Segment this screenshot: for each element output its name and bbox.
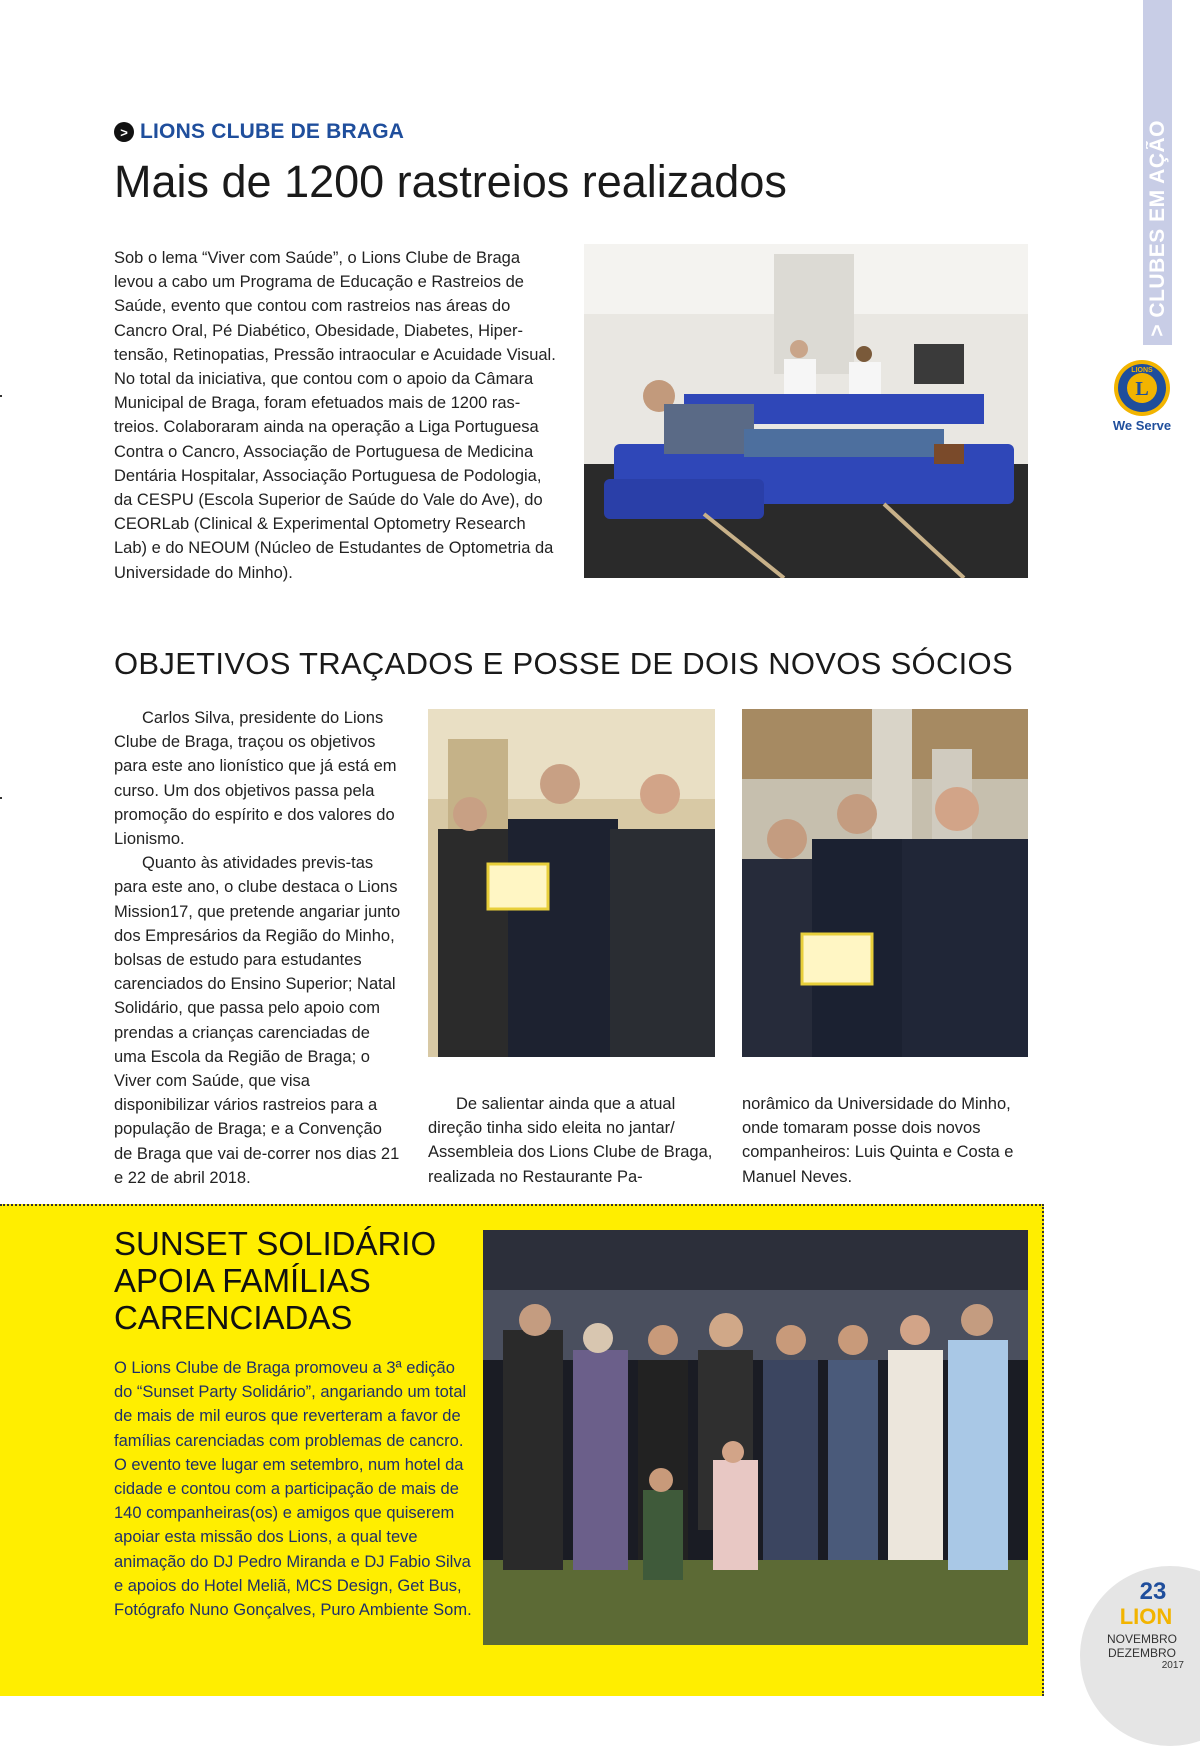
issue-month-2: DEZEMBRO [1107, 1646, 1176, 1660]
paragraph: O Lions Clube de Braga promoveu a 3ª edição do “Sunset Party Solidário”, angariando um total de mais de mil euros que reverteram a favor de famílias carenciadas com problemas de cancro. O evento teve lugar em setembro, num hotel da cidade e contou com a participação de mais de 140 companheiras(os) e amigos que quiserem apoiar esta missão dos Lions, a qual teve animação do DJ Pedro Miranda e DJ Fabio Silva e apoios do Hotel Meliã, MCS Design, Get Bus, Fotógrafo Nuno Gonçalves, Puro Ambiente Som. [114, 1359, 472, 1620]
magazine-brand: LION [1119, 1604, 1173, 1629]
logo-text: LIONS [1131, 367, 1153, 374]
club-name: LIONS CLUBE DE BRAGA [140, 120, 405, 143]
page-number: 23 [1139, 1578, 1167, 1605]
article-column-1 [114, 706, 404, 1190]
sunset-group-photo [483, 1230, 1028, 1645]
club-kicker [114, 120, 404, 144]
section-tab-label: > CLUBES EM AÇÃO [1145, 120, 1169, 337]
paragraph: Quanto às atividades previs-tas para este ano, o clube destaca o Lions Mission17, que pretende angariar junto dos Empresários da Região do Minho, bolsas de estudo para estudantes carenciados do Ensino Superior; Natal Solidário, que passa pelo apoio com prendas a crianças carenciadas de uma Escola da Região de Braga; o Viver com Saúde, que visa disponibilizar vários rastreios para a população de Braga; e a Convenção de Braga que vai de-correr nos dias 21 e 22 de abril 2018. [114, 854, 401, 1187]
members-photo-2 [742, 709, 1028, 1057]
article-column-3 [742, 1092, 1032, 1189]
article-headline: Mais de 1200 rastreios realizados [114, 156, 787, 207]
paragraph: Sob o lema “Viver com Saúde”, o Lions Clube de Braga levou a cabo um Programa de Educação e Rastreios de Saúde, evento que contou com rastreios nas áreas do Cancro Oral, Pé Diabético, Obesidade, Diabetes, Hiper-tensão, Retinopatias, Pressão intraocular e Acuidade Visual. [114, 249, 556, 364]
issue-year: 2017 [1161, 1660, 1184, 1671]
paragraph: norâmico da Universidade do Minho, onde tomaram posse dois novos companheiros: Luis Quinta e Costa e Manuel Neves. [742, 1095, 1014, 1186]
section-headline: OBJETIVOS TRAÇADOS E POSSE DE DOIS NOVOS SÓCIOS [114, 646, 1013, 681]
paragraph: De salientar ainda que a atual direção tinha sido eleita no jantar/ Assembleia dos Lions Clube de Braga, realizada no Restaurante Pa- [428, 1095, 713, 1186]
screening-photo [584, 244, 1028, 578]
page-edge-mark [0, 395, 2, 397]
article-column-2 [428, 1092, 718, 1189]
svg-text:L: L [1135, 378, 1149, 400]
paragraph: Carlos Silva, presidente do Lions Clube de Braga, traçou os objetivos para este ano lionístico que já está em curso. Um dos objetivos passa pela promoção do espírito e dos valores do Lionismo. [114, 709, 397, 849]
article-body [114, 246, 562, 585]
highlight-body [114, 1356, 476, 1622]
lions-logo-icon [1112, 358, 1172, 418]
highlight-headline: SUNSET SOLIDÁRIO APOIA FAMÍLIAS CARENCIADAS [114, 1225, 437, 1336]
chevron-right-circle-icon: > [114, 122, 134, 142]
section-tab [1143, 0, 1172, 345]
page-edge-mark [0, 797, 2, 799]
members-photo-1 [428, 709, 715, 1057]
issue-month-1: NOVEMBRO [1106, 1632, 1177, 1646]
paragraph: No total da iniciativa, que contou com o apoio da Câmara Municipal de Braga, foram efetuados mais de 1200 ras-treios. Colaboraram ainda na operação a Liga Portuguesa Contra o Cancro, Associação de Portuguesa de Medicina Dentária Hospitalar, Associação Portuguesa de Podologia, da CESPU (Escola Superior de Saúde do Vale do Ave), do CEORLab (Clinical & Experimental Optometry Research Lab) e do NEOUM (Núcleo de Estudantes de Optometria da Universidade do Minho). [114, 370, 554, 582]
tagline: We Serve [1112, 418, 1172, 433]
